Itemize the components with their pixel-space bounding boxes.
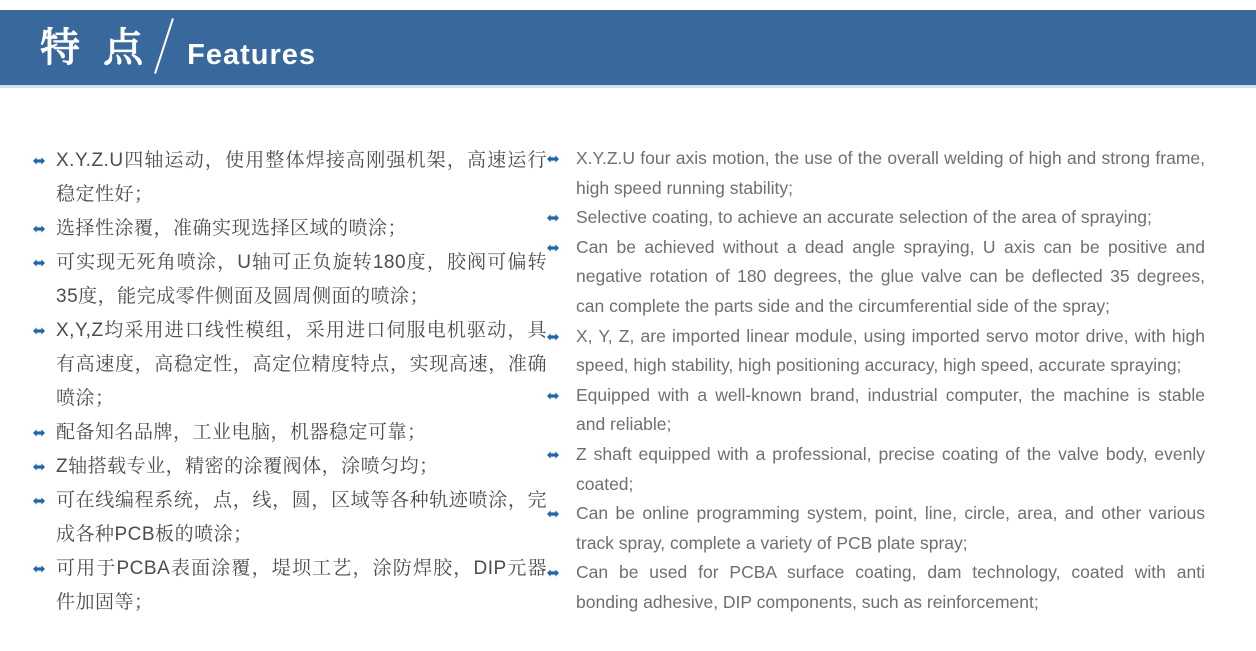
feature-text-zh: 可在线编程系统，点，线，圆，区域等各种轨迹喷涂，完成各种PCB板的喷涂； — [56, 490, 547, 545]
feature-text-zh: 可实现无死角喷涂，U轴可正负旋转180度，胶阀可偏转35度，能完成零件侧面及圆周侧面的喷涂； — [56, 252, 547, 307]
feature-item-en — [547, 233, 1205, 322]
double-arrow-bullet-icon — [33, 156, 45, 166]
feature-text-zh: 配备知名品牌，工业电脑，机器稳定可靠； — [56, 422, 427, 443]
double-arrow-bullet-icon — [547, 450, 559, 460]
feature-text-en: X, Y, Z, are imported linear module, using imported servo motor drive, with high speed, high stability, high positioning accuracy, high speed, accurate spraying; — [576, 325, 1205, 376]
feature-text-zh: Z轴搭载专业，精密的涂覆阀体，涂喷匀均； — [56, 456, 439, 477]
double-arrow-bullet-icon — [33, 224, 45, 234]
feature-item-zh — [33, 450, 547, 484]
feature-item-en — [547, 144, 1205, 203]
feature-text-zh: X,Y,Z均采用进口线性模组，采用进口伺服电机驱动，具有高速度，高稳定性，高定位精度特点，实现高速，准确喷涂； — [56, 320, 547, 409]
feature-item-en — [547, 499, 1205, 558]
feature-text-en: Can be online programming system, point, line, circle, area, and other various track spray, complete a variety of PCB plate spray; — [576, 503, 1205, 553]
feature-text-zh: 选择性涂覆，准确实现选择区域的喷涂； — [56, 218, 408, 239]
features-content — [0, 144, 1256, 620]
feature-item-zh — [33, 246, 547, 314]
double-arrow-bullet-icon — [547, 154, 559, 164]
feature-item-en — [547, 440, 1205, 499]
slash-divider — [154, 18, 174, 74]
feature-item-zh — [33, 416, 547, 450]
feature-text-en: X.Y.Z.U four axis motion, the use of the overall welding of high and strong frame, high speed running stability; — [576, 148, 1205, 198]
feature-text-zh: X.Y.Z.U四轴运动，使用整体焊接高刚强机架，高速运行稳定性好； — [56, 150, 547, 205]
features-list-chinese — [33, 144, 547, 620]
double-arrow-bullet-icon — [547, 568, 559, 578]
feature-text-en: Equipped with a well-known brand, industrial computer, the machine is stable and reliable; — [576, 384, 1205, 435]
feature-text-zh: 可用于PCBA表面涂覆，堤坝工艺，涂防焊胶，DIP元器件加固等； — [56, 558, 547, 613]
double-arrow-bullet-icon — [33, 326, 45, 336]
section-header-banner — [0, 10, 1256, 88]
double-arrow-bullet-icon — [547, 332, 559, 342]
double-arrow-bullet-icon — [33, 428, 45, 438]
double-arrow-bullet-icon — [547, 243, 559, 253]
feature-text-en: Can be achieved without a dead angle spraying, U axis can be positive and negative rotation of 180 degrees, the glue valve can be deflected 35 degrees, can complete the parts side and the circumferential side of the spray; — [576, 236, 1205, 316]
feature-text-en: Can be used for PCBA surface coating, dam technology, coated with anti bonding adhesive, DIP components, such as reinforcement; — [576, 562, 1205, 612]
feature-item-zh — [33, 484, 547, 552]
feature-item-en — [547, 203, 1205, 233]
double-arrow-bullet-icon — [33, 258, 45, 268]
feature-item-zh — [33, 212, 547, 246]
double-arrow-bullet-icon — [33, 496, 45, 506]
double-arrow-bullet-icon — [33, 564, 45, 574]
section-title-chinese: 特 点 — [40, 25, 150, 70]
feature-item-en — [547, 322, 1205, 381]
section-title-english: Features — [187, 39, 317, 71]
feature-text-en: Z shaft equipped with a professional, precise coating of the valve body, evenly coated; — [576, 443, 1205, 494]
feature-item-zh — [33, 144, 547, 212]
features-list-english — [547, 144, 1205, 620]
features-page — [0, 10, 1256, 651]
double-arrow-bullet-icon — [547, 391, 559, 401]
feature-item-en — [547, 558, 1205, 617]
feature-item-zh — [33, 314, 547, 416]
double-arrow-bullet-icon — [547, 509, 559, 519]
feature-item-zh — [33, 552, 547, 620]
feature-text-en: Selective coating, to achieve an accurate selection of the area of spraying; — [576, 207, 1152, 228]
double-arrow-bullet-icon — [547, 213, 559, 223]
feature-item-en — [547, 381, 1205, 440]
double-arrow-bullet-icon — [33, 462, 45, 472]
